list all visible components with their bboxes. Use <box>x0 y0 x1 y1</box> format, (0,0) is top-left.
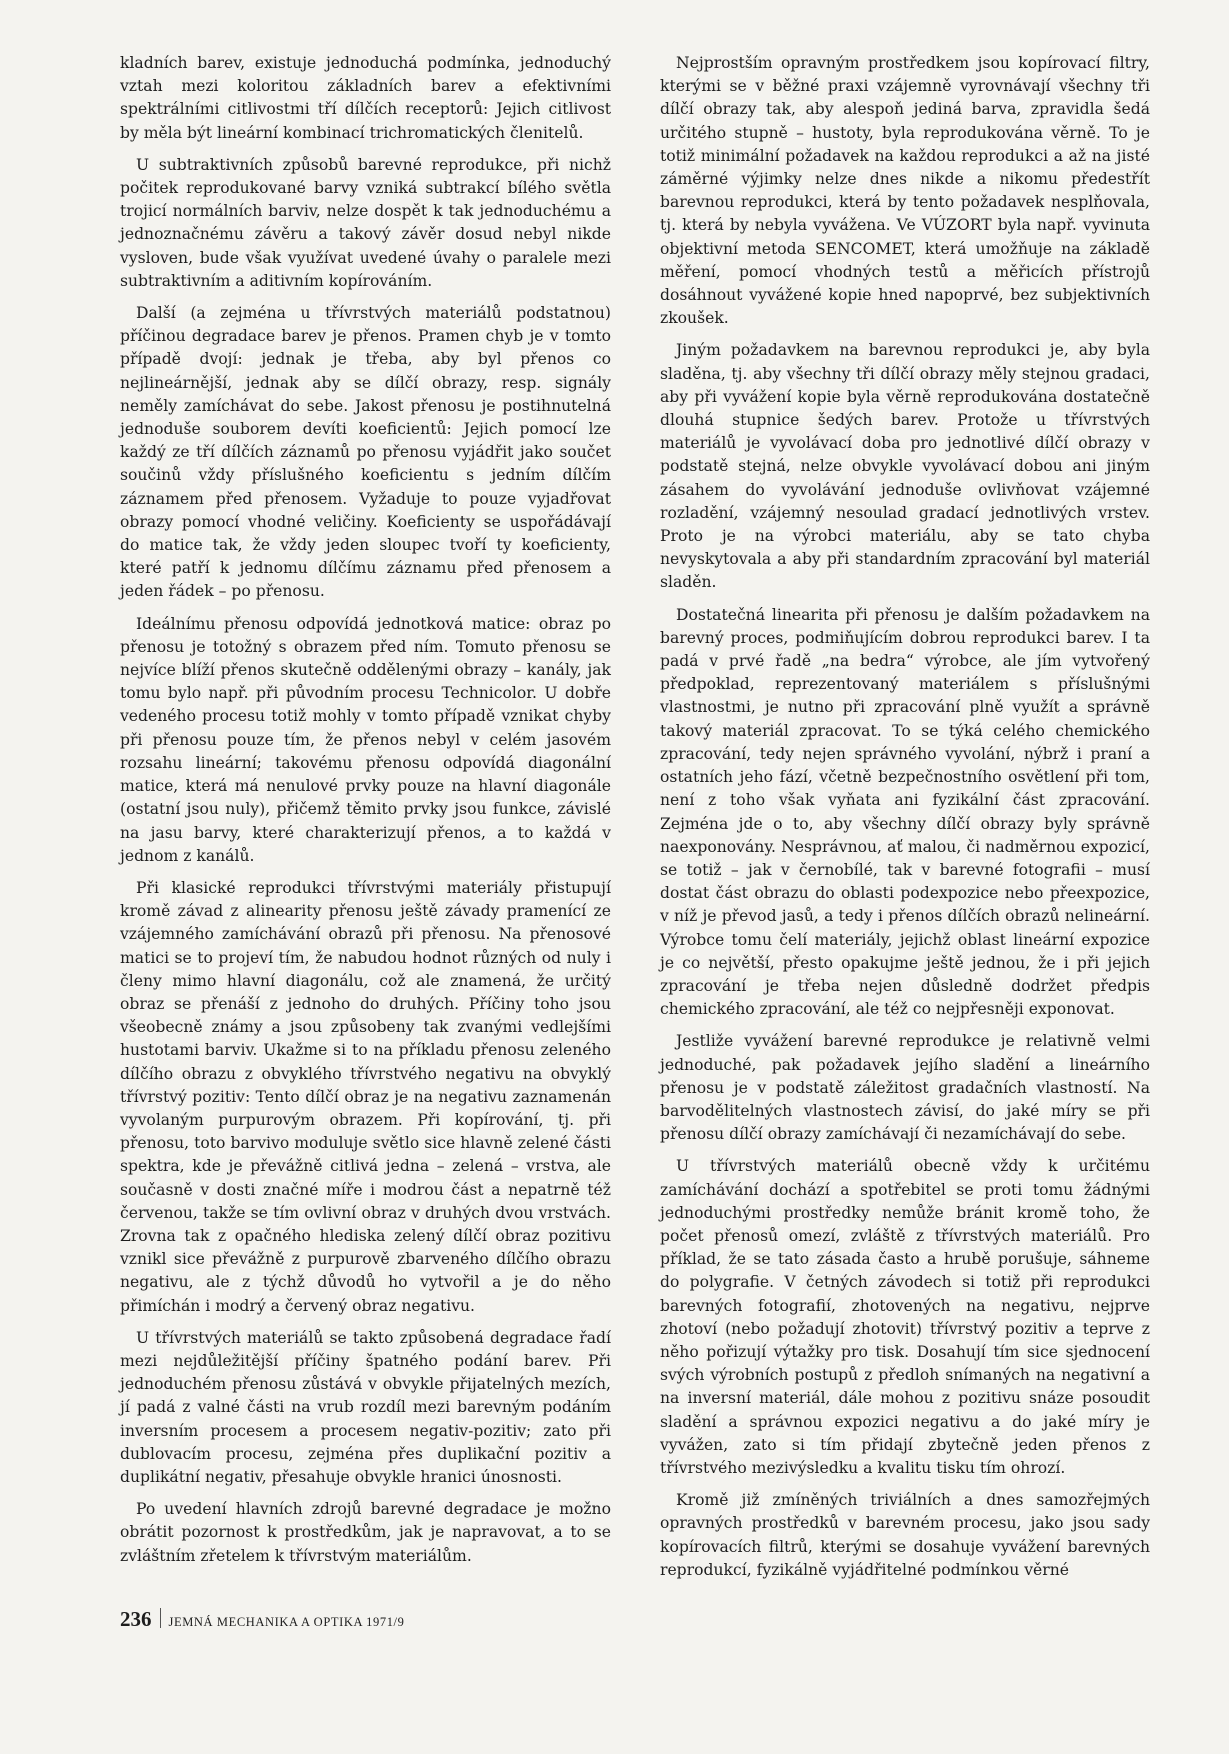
right-column <box>660 52 1150 1591</box>
paragraph: Další (a zejména u třívrstvých materiálů podstatnou) příčinou degradace barev je přenos. Pramen chyb je v tomto případě dvojí: jednak je třeba, aby byl přenos co nejlineárnější, jednak aby se dílčí obrazy, resp. signály neměly zamíchávat do sebe. Jakost přenosu je postihnutelná jednoduše souborem devíti koeficientů: Jejich pomocí lze každý ze tří dílčích záznamů po přenosu vyjádřit jako součet součinů vždy příslušného koeficientu s jedním dílčím záznamem před přenosem. Vyžaduje to pouze vyjadřovat obrazy pomocí vhodné veličiny. Koeficienty se uspořádávají do matice tak, že vždy jeden sloupec tvoří ty koeficienty, které patří k jednomu dílčímu záznamu před přenosem a jeden řádek – po přenosu. <box>120 304 611 601</box>
page-footer <box>120 1606 404 1632</box>
paragraph: Jiným požadavkem na barevnou reprodukci je, aby byla sladěna, tj. aby všechny tři dílčí obrazy měly stejnou gradaci, aby při vyvážení kopie byla věrně reprodukována dostatečně dlouhá stupnice šedých barev. Protože u třívrstvých materiálů je vyvolávací doba pro jednotlivé dílčí obrazy v podstatě stejná, nelze obvykle vyvolávací dobou ani jiným zásahem do vyvolávání jednoduše ovlivňovat vzájemné rozladění, vzájemný nesoulad gradací jednotlivých vrstev. Proto je na výrobci materiálu, aby se tato chyba nevyskytovala a aby při standardním zpracování byl materiál sladěn. <box>660 341 1150 592</box>
paragraph: Ideálnímu přenosu odpovídá jednotková matice: obraz po přenosu je totožný s obrazem před ním. Tomuto přenosu se nejvíce blíží přenos skutečně oddělenými obrazy – kanály, jak tomu bylo např. při původním procesu Technicolor. U dobře vedeného procesu totiž mohly v tomto případě vznikat chyby při přenosu pouze tím, že přenos nebyl v celém jasovém rozsahu lineární; takovému přenosu odpovídá diagonální matice, která má nenulové prvky pouze na hlavní diagonále (ostatní jsou nuly), přičemž těmito prvky jsou funkce, závislé na jasu barvy, které charakterizují přenos, a to každá v jednom z kanálů. <box>120 614 611 865</box>
paragraph: Nejprostším opravným prostředkem jsou kopírovací filtry, kterými se v běžné praxi vzájemně vyrovnávají všechny tři dílčí obrazy tak, aby alespoň jediná barva, zpravidla šedá určitého stupně – hustoty, byla reprodukována věrně. To je totiž minimální požadavek na každou reprodukci a až na jisté záměrné výjimky nelze dnes nikde a nikomu předestřít barevnou reprodukci, která by tento požadavek nesplňovala, tj. která by nebyla vyvážena. Ve VÚZORT byla např. vyvinuta objektivní metoda SENCOMET, která umožňuje na základě měření, pomocí vhodných testů a měřicích přístrojů dosáhnout vyvážené kopie hned napoprvé, bez subjektivních zkoušek. <box>660 54 1150 328</box>
paragraph: kladních barev, existuje jednoduchá podmínka, jednoduchý vztah mezi koloritou základních barev a efektivními spektrálními citlivostmi tří dílčích receptorů: Jejich citlivost by měla být lineární kombinací trichromatických členitelů. <box>120 54 611 142</box>
footer-divider <box>160 1608 161 1628</box>
paragraph: Při klasické reprodukci třívrstvými materiály přistupují kromě závad z alinearity přenosu ještě závady pramenící ze vzájemného zamíchávání obrazů při přenosu. Na přenosové matici se to projeví tím, že nabudou hodnot různých od nuly i členy mimo hlavní diagonálu, což ale znamená, že určitý obraz se přenáší z jednoho do druhých. Příčiny toho jsou všeobecně známy a jsou způsobeny tak zvanými vedlejšími hustotami barviv. Ukažme si to na příkladu přenosu zeleného dílčího obrazu z obvyklého třívrstvého negativu na obvyklý třívrstvý pozitiv: Tento dílčí obraz je na negativu zaznamenán vyvolaným purpurovým obrazem. Při kopírování, tj. při přenosu, toto barvivo moduluje světlo sice hlavně zelené části spektra, kde je převážně citlivá jedna – zelená – vrstva, ale současně v dosti značné míře i modrou část a nepatrně též červenou, takže se tím ovlivní obraz v druhých dvou vrstvách. Zrovna tak z opačného hlediska zelený dílčí obraz pozitivu vznikl sice převážně z purpurově zbarveného dílčího obrazu negativu, ale z týchž důvodů ho vytvořil a je do něho přimíchán i modrý a červený obraz negativu. <box>120 878 611 1315</box>
paragraph: U třívrstvých materiálů se takto způsobená degradace řadí mezi nejdůležitější příčiny špatného podání barev. Při jednoduchém přenosu zůstává v obvykle přijatelných mezích, jí padá z valné části na vrub rozdíl mezi barevným podáním inversním procesem a procesem negativ-pozitiv; zato při dublovacím procesu, zejména přes duplikační pozitiv a duplikátní negativ, přesahuje obvykle hranici únosnosti. <box>120 1328 611 1486</box>
paragraph: Jestliže vyvážení barevné reprodukce je relativně velmi jednoduché, pak požadavek jejího sladění a lineárního přenosu je v podstatě záležitost gradačních vlastností. Na barvodělitelných vlastnostech závisí, do jaké míry se při přenosu dílčí obrazy zamíchávají či nezamíchávají do sebe. <box>660 1032 1150 1144</box>
paragraph: U třívrstvých materiálů obecně vždy k určitému zamíchávání dochází a spotřebitel se proti tomu žádnými jednoduchými prostředky nemůže bránit kromě toho, že počet přenosů omezí, zvláště z třívrstvých materiálů. Pro příklad, že se tato zásada často a hrubě porušuje, sáhneme do polygrafie. V četných závodech si totiž při reprodukci barevných fotografií, zhotovených na negativu, nejprve zhotoví (nebo požadují zhotovit) třívrstvý pozitiv a teprve z něho pořizují výtažky pro tisk. Dosahují tím sice sjednocení svých výrobních postupů z předloh snímaných na negativní a na inversní materiál, dále mohou z pozitivu snáze posoudit sladění a správnou expozici negativu a do jaké míry je vyvážen, zato si tím přidají zbytečně jeden přenos z třívrstvého mezivýsledku a kvalitu tisku tím ohrozí. <box>660 1157 1150 1477</box>
journal-title: JEMNÁ MECHANIKA A OPTIKA 1971/9 <box>168 1615 405 1629</box>
paragraph: Dostatečná linearita při přenosu je dalším požadavkem na barevný proces, podmiňujícím dobrou reprodukci barev. I ta padá v prvé řadě „na bedra“ výrobce, ale jím vytvořený předpoklad, reprezentovaný materiálem s příslušnými vlastnostmi, je nutno při zpracování plně využít a správně takový materiál zpracovat. To se týká celého chemického zpracování, tedy nejen správného vyvolání, nýbrž i praní a ostatních jeho fází, včetně bezpečnostního osvětlení při tom, není z toho však vyňata ani fyzikální část zpracování. Zejména jde o to, aby všechny dílčí obrazy byly správně naexponovány. Nesprávnou, ať malou, či nadměrnou expozicí, se totiž – jak v černobílé, tak v barevné fotografii – musí dostat část obrazu do oblasti podexpozice nebo přeexpozice, v níž je převod jasů, a tedy i přenos dílčích obrazů nelineární. Výrobce tomu čelí materiály, jejichž oblast lineární expozice je co největší, přesto opakujme ještě jednou, že i při jejich zpracování je třeba nejen důsledně dodržet předpis chemického zpracování, ale též co nejpřesněji exponovat. <box>660 605 1150 1019</box>
paragraph: Po uvedení hlavních zdrojů barevné degradace je možno obrátit pozornost k prostředkům, jak je napravovat, a to se zvláštním zřetelem k třívrstvým materiálům. <box>120 1500 611 1565</box>
page-number: 236 <box>120 1607 152 1631</box>
paragraph: Kromě již zmíněných triviálních a dnes samozřejmých opravných prostředků v barevném procesu, jako jsou sady kopírovacích filtrů, kterými se dosahuje vyvážení barevných reprodukcí, fyzikálně vyjádřitelné podmínkou věrné <box>660 1491 1150 1579</box>
left-column <box>120 52 611 1577</box>
paragraph: U subtraktivních způsobů barevné reprodukce, při nichž počitek reprodukované barvy vzniká subtrakcí bílého světla trojicí normálních barviv, nelze dospět k tak jednoduchému a jednoznačnému závěru a takový závěr dosud nebyl nikde vysloven, bude však využívat uvedené úvahy o paralele mezi subtraktivním a aditivním kopírováním. <box>120 155 611 290</box>
